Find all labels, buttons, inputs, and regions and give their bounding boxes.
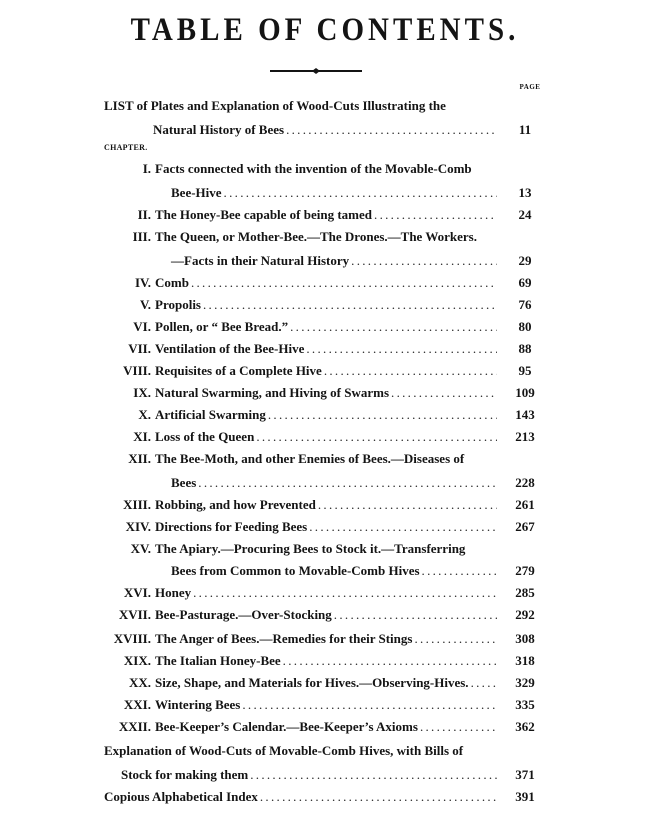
page-number: 318 <box>515 653 535 668</box>
dot-leader <box>283 653 497 669</box>
toc-line <box>171 563 500 581</box>
toc-line <box>155 697 500 715</box>
page-number: 335 <box>515 697 535 712</box>
chapter-numeral: IX. <box>133 385 151 400</box>
dot-leader <box>471 675 497 691</box>
dot-leader <box>414 631 497 647</box>
dot-leader <box>224 185 497 201</box>
toc-entry-text: Stock for making them <box>121 767 249 782</box>
toc-entry-text: Natural History of Bees <box>153 122 285 137</box>
toc-entry-text: Robbing, and how Prevented <box>155 497 316 512</box>
toc-line <box>155 653 500 671</box>
chapter-numeral: XI. <box>133 429 151 444</box>
toc-entry-text: Facts connected with the invention of the Movable-Comb <box>155 161 472 176</box>
toc-entry-text: The Anger of Bees.—Remedies for their Stings <box>155 631 413 646</box>
chapter-numeral: V. <box>140 297 151 312</box>
toc-line <box>155 607 500 625</box>
page-number: 213 <box>515 429 535 444</box>
toc-line <box>155 341 500 359</box>
dot-leader <box>422 563 497 579</box>
toc-line <box>155 297 500 315</box>
chapter-numeral: VIII. <box>123 363 151 378</box>
page-number: 69 <box>518 275 532 290</box>
toc-entry-text: The Apiary.—Procuring Bees to Stock it.—Transferring <box>155 541 466 556</box>
toc-entry-text: Explanation of Wood-Cuts of Movable-Comb Hives, with Bills of <box>104 743 464 758</box>
page-number: 371 <box>515 767 535 782</box>
toc-line <box>155 719 500 737</box>
chapter-numeral: XVI. <box>123 585 151 600</box>
chapter-numeral: XXII. <box>118 719 151 734</box>
toc-entry-text: Copious Alphabetical Index <box>104 789 258 804</box>
toc-line <box>155 161 472 179</box>
dot-leader <box>198 475 497 491</box>
dot-leader <box>250 767 497 783</box>
page-number: 29 <box>518 253 532 268</box>
page-number: 391 <box>515 789 535 804</box>
toc-entry-text: Natural Swarming, and Hiving of Swarms <box>155 385 390 400</box>
chapter-numeral: III. <box>132 229 151 244</box>
toc-entry-text: Directions for Feeding Bees <box>155 519 308 534</box>
dot-leader <box>242 697 497 713</box>
toc-line <box>171 185 500 203</box>
ornament-rule-icon <box>270 66 362 76</box>
toc-line <box>155 541 465 559</box>
toc-entry-text: Wintering Bees <box>155 697 241 712</box>
toc-entry-text: —Facts in their Natural History <box>171 253 350 268</box>
dot-leader <box>193 585 497 601</box>
toc-line <box>155 429 500 447</box>
dot-leader <box>306 341 497 357</box>
toc-entry-text: Pollen, or “ Bee Bread.” <box>155 319 289 334</box>
dot-leader <box>191 275 497 291</box>
page-number: 292 <box>515 607 535 622</box>
toc-entry-text: The Bee-Moth, and other Enemies of Bees.—Diseases of <box>155 451 465 466</box>
chapter-numeral: VI. <box>133 319 151 334</box>
page-number: 261 <box>515 497 535 512</box>
chapter-column-header: CHAPTER. <box>104 143 148 152</box>
chapter-numeral: XIII. <box>123 497 151 512</box>
chapter-numeral: VII. <box>128 341 151 356</box>
toc-line <box>171 475 500 493</box>
dot-leader <box>351 253 497 269</box>
dot-leader <box>420 719 497 735</box>
dot-leader <box>374 207 497 223</box>
chapter-numeral: XII. <box>128 451 151 466</box>
chapter-numeral: XIV. <box>125 519 151 534</box>
toc-line <box>155 451 464 469</box>
toc-entry-text: Honey <box>155 585 192 600</box>
toc-line <box>155 363 500 381</box>
page-number: 95 <box>518 363 532 378</box>
toc-entry-text: Requisites of a Complete Hive <box>155 363 322 378</box>
chapter-numeral: X. <box>138 407 151 422</box>
toc-entry-text: Artificial Swarming <box>155 407 266 422</box>
toc-entry-text: LIST of Plates and Explanation of Wood-Cuts Illustrating the <box>104 98 446 113</box>
dot-leader <box>334 607 497 623</box>
chapter-numeral: XVII. <box>118 607 151 622</box>
page-number: 11 <box>518 122 532 137</box>
page-number: 308 <box>515 631 535 646</box>
toc-line <box>155 675 500 693</box>
page-number: 329 <box>515 675 535 690</box>
toc-line <box>155 407 500 425</box>
toc-entry-text: The Queen, or Mother-Bee.—The Drones.—The Workers. <box>155 229 477 244</box>
page-number: 285 <box>515 585 535 600</box>
chapter-numeral: II. <box>137 207 151 222</box>
toc-entry-text: The Italian Honey-Bee <box>155 653 281 668</box>
toc-line <box>155 631 500 649</box>
chapter-numeral: XIX. <box>123 653 151 668</box>
toc-entry-text: Bee-Pasturage.—Over-Stocking <box>155 607 332 622</box>
toc-line <box>171 253 500 271</box>
page-title: TABLE OF CONTENTS. <box>130 12 520 48</box>
toc-line <box>104 789 500 807</box>
chapter-numeral: XX. <box>128 675 151 690</box>
toc-line <box>155 497 500 515</box>
chapter-numeral: XVIII. <box>113 631 151 646</box>
dot-leader <box>256 429 497 445</box>
toc-entry-text: Bee-Keeper’s Calendar.—Bee-Keeper’s Axioms <box>155 719 418 734</box>
page-number: 76 <box>518 297 532 312</box>
toc-entry-text: Size, Shape, and Materials for Hives.—Observing-Hives. <box>155 675 469 690</box>
chapter-numeral: I. <box>142 161 151 176</box>
chapter-numeral: XV. <box>130 541 151 556</box>
dot-leader <box>324 363 497 379</box>
dot-leader <box>318 497 497 513</box>
toc-line <box>155 519 500 537</box>
page-number: 13 <box>518 185 532 200</box>
page-number: 109 <box>515 385 535 400</box>
page-column-header: PAGE <box>519 83 541 91</box>
toc-line <box>155 275 500 293</box>
dot-leader <box>268 407 497 423</box>
page-number: 228 <box>515 475 535 490</box>
dot-leader <box>309 519 497 535</box>
page-number: 267 <box>515 519 535 534</box>
page-number: 80 <box>518 319 532 334</box>
page-number: 279 <box>515 563 535 578</box>
dot-leader <box>203 297 497 313</box>
dot-leader <box>286 122 497 138</box>
page-number: 24 <box>518 207 532 222</box>
toc-entry-text: Loss of the Queen <box>155 429 255 444</box>
toc-entry-text: Bees from Common to Movable-Comb Hives <box>171 563 420 578</box>
toc-line <box>155 585 500 603</box>
chapter-numeral: XXI. <box>123 697 151 712</box>
toc-entry-text: Propolis <box>155 297 201 312</box>
toc-entry-text: The Honey-Bee capable of being tamed <box>155 207 373 222</box>
chapter-numeral: IV. <box>134 275 151 290</box>
toc-line <box>155 319 500 337</box>
toc-line <box>104 98 446 116</box>
toc-entry-text: Bee-Hive <box>171 185 222 200</box>
page-number: 143 <box>515 407 535 422</box>
toc-line <box>121 767 500 785</box>
dot-leader <box>290 319 497 335</box>
toc-entry-text: Comb <box>155 275 189 290</box>
toc-entry-text: Ventilation of the Bee-Hive <box>155 341 305 356</box>
toc-line <box>153 122 500 140</box>
toc-entry-text: Bees <box>171 475 197 490</box>
toc-line <box>155 229 477 247</box>
page-number: 362 <box>515 719 535 734</box>
toc-line <box>104 743 463 761</box>
toc-line <box>155 385 500 403</box>
toc-line <box>155 207 500 225</box>
dot-leader <box>260 789 497 805</box>
page-number: 88 <box>518 341 532 356</box>
dot-leader <box>391 385 497 401</box>
